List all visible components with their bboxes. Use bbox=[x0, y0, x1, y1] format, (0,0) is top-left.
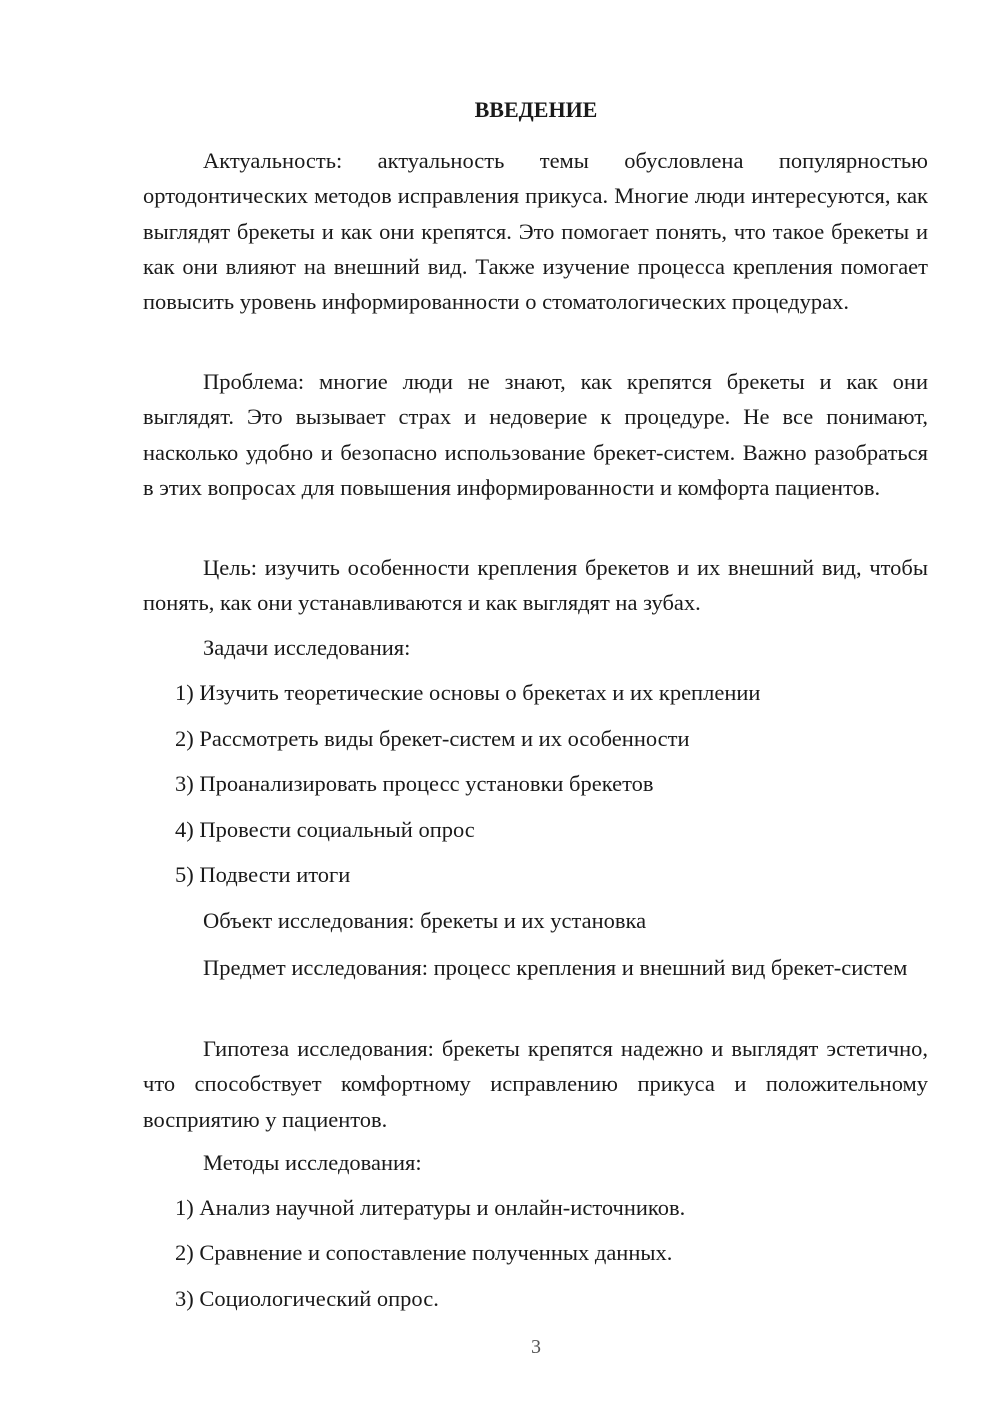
goal-paragraph: Цель: изучить особенности крепления брекетов и их внешний вид, чтобы понять, как они устанавливаются и как выглядят на зубах. bbox=[143, 555, 928, 616]
hypothesis-paragraph: Гипотеза исследования: брекеты крепятся надежно и выглядят эстетично, что способствует комфортному исправлению прикуса и положительному восприятию у пациентов. bbox=[143, 1036, 928, 1132]
task-item: 1) Изучить теоретические основы о брекетах и их креплении bbox=[175, 680, 761, 705]
task-item: 2) Рассмотреть виды брекет-систем и их особенности bbox=[175, 726, 690, 751]
page-number: 3 bbox=[531, 1336, 541, 1358]
task-item: 4) Провести социальный опрос bbox=[175, 817, 475, 842]
subject-paragraph: Предмет исследования: процесс крепления и внешний вид брекет-систем bbox=[203, 955, 908, 980]
section-heading: ВВЕДЕНИЕ bbox=[474, 97, 598, 122]
methods-title: Методы исследования: bbox=[203, 1150, 422, 1175]
task-item: 3) Проанализировать процесс установки брекетов bbox=[175, 771, 654, 796]
problem-paragraph: Проблема: многие люди не знают, как крепятся брекеты и как они выглядят. Это вызывает страх и недоверие к процедуре. Не все понимают, насколько удобно и безопасно использование брекет-систем. Важно разобраться в этих вопросах для повышения информированности и комфорта пациентов. bbox=[143, 369, 928, 500]
method-item: 2) Сравнение и сопоставление полученных данных. bbox=[175, 1240, 673, 1265]
relevance-paragraph: Актуальность: актуальность темы обусловлена популярностью ортодонтических методов исправления прикуса. Многие люди интересуются, как выглядят брекеты и как они крепятся. Это помогает понять, что такое брекеты и как они влияют на внешний вид. Также изучение процесса крепления помогает повысить уровень информированности о стоматологических процедурах. bbox=[143, 148, 928, 315]
method-item: 1) Анализ научной литературы и онлайн-источников. bbox=[175, 1195, 686, 1220]
task-item: 5) Подвести итоги bbox=[175, 862, 351, 887]
method-item: 3) Социологический опрос. bbox=[175, 1286, 439, 1311]
tasks-title: Задачи исследования: bbox=[203, 635, 411, 660]
object-line: Объект исследования: брекеты и их установка bbox=[203, 908, 647, 933]
